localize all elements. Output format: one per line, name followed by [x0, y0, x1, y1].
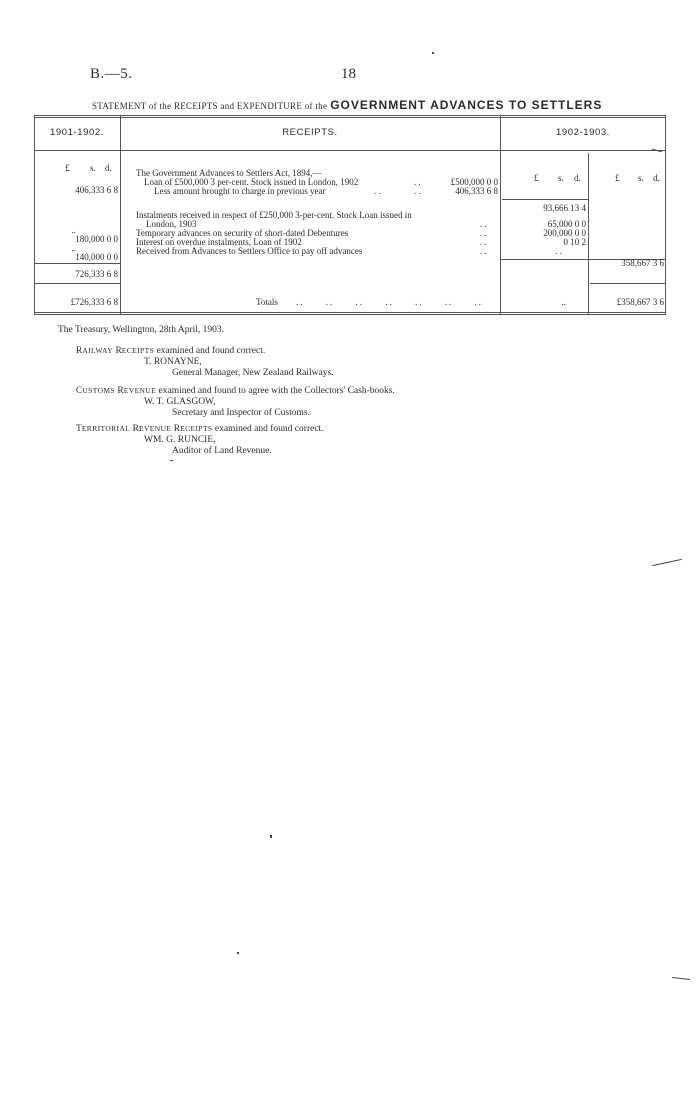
right-inner-amount-interest: 0 10 2 [563, 237, 586, 247]
column-heading-1901: 1901-1902. [49, 127, 105, 138]
loan-line: Loan of £500,000 3 per-cent. Stock issued in London, 1902 [144, 177, 359, 187]
railway-certification: RAILWAY RECEIPTS examined and found correct. [76, 346, 266, 356]
customs-certification: CUSTOMS REVENUE examined and found to agree with the Collectors' Cash-books. [76, 386, 395, 396]
right-inner-amount-received: . . [555, 246, 562, 256]
left-amount-blank-2: .. [71, 243, 76, 253]
instalments-line-2: London, 1903 [146, 219, 197, 229]
page-number: 18 [341, 66, 356, 82]
temporary-line: Temporary advances on security of short-dated Debentures [136, 228, 349, 238]
railway-signatory-title: General Manager, New Zealand Railways. [172, 368, 334, 378]
right-outer-total: £358,667 3 6 [616, 297, 664, 307]
column-heading-receipts: RECEIPTS. [282, 127, 338, 138]
totals-leaders: .. .. .. .. .. .. .. [296, 297, 483, 307]
scan-mark-6 [237, 952, 239, 954]
territorial-signatory-title: Auditor of Land Revenue. [172, 446, 272, 456]
scan-mark-1 [432, 52, 434, 54]
left-pound-header: £ [65, 163, 70, 173]
left-total: £726,333 6 8 [70, 297, 118, 307]
interest-leaders: . . [480, 237, 487, 247]
scan-mark-3 [652, 559, 682, 566]
totals-label: Totals [256, 297, 278, 307]
instalments-leaders: . . [480, 219, 487, 229]
left-subtotal: 726,333 6 8 [75, 269, 118, 279]
territorial-certification: TERRITORIAL REVENUE RECEIPTS examined and found correct. [76, 424, 324, 434]
right-outer-pound-header: £ [615, 173, 620, 183]
right-inner-pound-header: £ [534, 173, 539, 183]
customs-signatory-name: W. T. GLASGOW, [144, 397, 216, 407]
less-leaders-1: . . [374, 186, 381, 196]
left-amount-temporary: 180,000 0 0 [75, 234, 118, 244]
interest-line: Interest on overdue instalments, Loan of 1902 [136, 237, 302, 247]
scan-mark-5 [270, 835, 272, 838]
right-outer-pence-header: d. [653, 173, 660, 183]
railway-signatory-name: T. RONAYNE, [144, 357, 202, 367]
left-amount-received: 140,000 0 0 [75, 252, 118, 262]
left-shilling-header: s. [90, 163, 96, 173]
received-line: Received from Advances to Settlers Office to pay off advances [136, 246, 363, 256]
instalments-line-1: Instalments received in respect of £250,000 3-per-cent. Stock Loan issued in [136, 210, 412, 220]
less-leaders-2: . . [414, 186, 421, 196]
right-inner-amount-net-loan: 93,666 13 4 [543, 203, 586, 213]
right-inner-pence-header: d. [574, 173, 581, 183]
treasury-line: The Treasury, Wellington, 28th April, 1903. [58, 325, 225, 335]
right-inner-total: .. [561, 297, 566, 307]
left-pence-header: d. [105, 163, 112, 173]
right-outer-shilling-header: s. [638, 173, 644, 183]
column-heading-1902: 1902-1903. [555, 127, 611, 138]
right-inner-shilling-header: s. [558, 173, 564, 183]
right-inner-amount-instalments: 65,000 0 0 [547, 219, 586, 229]
temporary-leaders: . . [480, 228, 487, 238]
act-heading: The Government Advances to Settlers Act, 1894,— [136, 168, 322, 178]
statement-title [92, 98, 602, 112]
less-line: Less amount brought to charge in previous year [154, 186, 326, 196]
report-code: B.—5. [90, 66, 133, 82]
title-subject: GOVERNMENT ADVANCES TO SETTLERS [330, 98, 603, 112]
left-amount-loan: 406,333 6 8 [75, 185, 118, 195]
loan-amount: £500,000 0 0 [450, 177, 498, 187]
customs-signatory-title: Secretary and Inspector of Customs. [172, 408, 310, 418]
scan-mark-7 [170, 460, 173, 461]
left-amount-blank-1: .. [71, 225, 76, 235]
less-amount: 406,333 6 8 [455, 186, 498, 196]
loan-leaders: . . [414, 177, 421, 187]
scan-mark-4 [672, 977, 690, 980]
received-leaders: . . [480, 246, 487, 256]
right-inner-amount-temporary: 200,000 0 0 [543, 228, 586, 238]
statement-table [34, 115, 666, 315]
title-prefix: STATEMENT of the RECEIPTS and EXPENDITURE of the [92, 101, 328, 111]
territorial-signatory-name: WM. G. RUNCIE, [144, 435, 216, 445]
right-outer-subtotal: 358,667 3 6 [621, 258, 664, 268]
